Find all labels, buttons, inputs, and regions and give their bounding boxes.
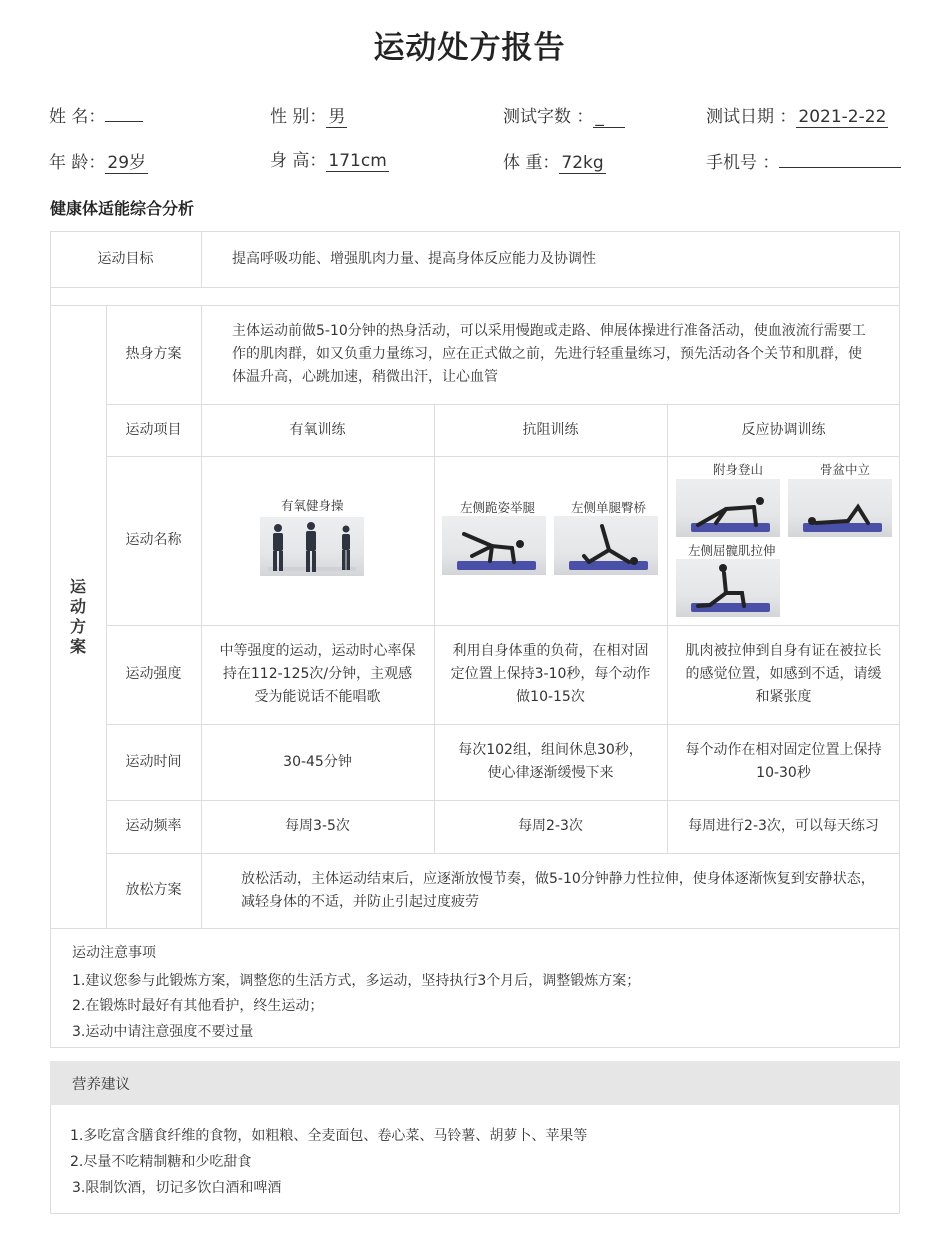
exercise-caption: 有氧健身操 xyxy=(281,498,344,513)
divider xyxy=(201,231,202,287)
goal-label: 运动目标 xyxy=(97,250,154,267)
names-label: 运动名称 xyxy=(125,532,182,548)
phone-label: 手机号 ： xyxy=(706,153,780,173)
project-aerobic: 有氧训练 xyxy=(289,421,346,438)
frequency-aerobic: 每周3-5次 xyxy=(285,818,350,834)
time-coordination: 每个动作在相对固定位置上保持10-30秒 xyxy=(685,742,882,781)
warmup-label: 热身方案 xyxy=(125,346,182,362)
exercise-caption: 左侧屈髋肌拉伸 xyxy=(688,543,776,558)
date-value: 2021-2-22 xyxy=(798,107,887,127)
nutrition-item: 3.限制饮酒，切记多饮白酒和啤酒 xyxy=(72,1180,282,1196)
info-name xyxy=(49,106,143,128)
notes-title: 运动注意事项 xyxy=(72,945,156,961)
page-title: 运动处方报告 xyxy=(373,30,566,66)
phone-value xyxy=(779,167,901,168)
section-title: 健康体适能综合分析 xyxy=(50,199,195,218)
gender-label: 性 别： xyxy=(270,107,327,127)
hip-flexor-stretch-photo xyxy=(676,559,780,617)
info-weight xyxy=(503,152,606,174)
project-resistance: 抗阻训练 xyxy=(522,421,579,438)
info-word-count xyxy=(503,106,625,128)
date-label: 测试日期 ： xyxy=(706,107,797,127)
weight-label: 体 重： xyxy=(503,153,560,173)
kneeling-leg-lift-photo xyxy=(442,516,546,575)
info-height xyxy=(270,150,389,172)
exercise-caption: 左侧单腿臀桥 xyxy=(571,500,647,515)
exercise-caption: 骨盆中立 xyxy=(820,462,871,477)
frequency-resistance: 每周2-3次 xyxy=(518,818,583,834)
aerobic-photo xyxy=(260,517,364,576)
words-value: _ xyxy=(593,107,625,128)
cooldown-text: 放松活动，主体运动结束后，应逐渐放慢节奏，做5-10分钟静力性拉伸，使身体逐渐恢复到安静状态，减轻身体的不适，并防止引起过度疲劳 xyxy=(241,870,875,910)
gender-value: 男 xyxy=(328,107,346,127)
cooldown-label: 放松方案 xyxy=(125,882,182,898)
time-resistance: 每次102组，组间休息30秒，使心律逐渐缓慢下来 xyxy=(458,742,643,781)
exercise-caption: 左侧跪姿举腿 xyxy=(460,500,536,515)
words-label: 测试字数 ： xyxy=(503,107,594,127)
age-label: 年 龄： xyxy=(49,153,106,173)
intensity-label: 运动强度 xyxy=(125,666,182,682)
nutrition-title: 营养建议 xyxy=(72,1076,130,1093)
note-item: 2.在锻炼时最好有其他看护，终生运动； xyxy=(72,998,324,1014)
project-label: 运动项目 xyxy=(125,421,182,438)
intensity-resistance: 利用自身体重的负荷，在相对固定位置上保持3-10秒，每个动作做10-15次 xyxy=(450,643,651,705)
exercise-caption: 附身登山 xyxy=(713,462,764,477)
divider xyxy=(106,456,900,457)
intensity-coordination: 肌肉被拉伸到自身有证在被拉长的感觉位置，如感到不适，请缓和紧张度 xyxy=(685,643,882,705)
neutral-pelvis-photo xyxy=(788,479,892,537)
info-test-date xyxy=(706,106,888,128)
frequency-coordination: 每周进行2-3次，可以每天练习 xyxy=(688,818,879,834)
divider xyxy=(50,928,900,929)
goal-text: 提高呼吸功能、增强肌肉力量、提高身体反应能力及协调性 xyxy=(232,250,596,267)
info-gender xyxy=(270,106,347,128)
info-phone xyxy=(706,152,901,174)
mountain-climber-photo xyxy=(676,479,780,537)
name-label: 姓 名： xyxy=(49,107,106,127)
frequency-label: 运动频率 xyxy=(125,818,182,834)
time-aerobic: 30-45分钟 xyxy=(283,753,352,770)
height-label: 身 高： xyxy=(270,151,327,171)
nutrition-item: 1.多吃富含膳食纤维的食物，如粗粮、全麦面包、卷心菜、马铃薯、胡萝卜、苹果等 xyxy=(70,1128,588,1144)
weight-value: 72kg xyxy=(561,153,604,173)
height-value: 171cm xyxy=(328,151,387,171)
name-value xyxy=(105,121,143,122)
nutrition-header xyxy=(50,1061,900,1105)
plan-label: 运动方案 xyxy=(69,576,86,656)
time-label: 运动时间 xyxy=(125,753,182,770)
intensity-aerobic: 中等强度的运动，运动时心率保持在112-125次/分钟，主观感受为能说话不能唱歌 xyxy=(219,643,416,705)
project-coordination: 反应协调训练 xyxy=(741,421,826,438)
note-item: 1.建议您参与此锻炼方案，调整您的生活方式，多运动，坚持执行3个月后，调整锻炼方案； xyxy=(72,973,641,989)
info-age xyxy=(49,152,148,174)
note-item: 3.运动中请注意强度不要过量 xyxy=(72,1024,254,1040)
single-leg-bridge-photo xyxy=(554,516,658,575)
nutrition-item: 2.尽量不吃精制糖和少吃甜食 xyxy=(70,1154,252,1170)
warmup-text: 主体运动前做5-10分钟的热身活动，可以采用慢跑或走路、伸展体操进行准备活动，使血液流行需要工作的肌肉群，如又负重力量练习，应在正式做之前，先进行轻重量练习，预先活动各个关节和肌群，使体温升高，心跳加速，稍微出汗，让心血管 xyxy=(232,323,866,385)
age-value: 29岁 xyxy=(107,153,147,173)
divider xyxy=(50,287,900,288)
